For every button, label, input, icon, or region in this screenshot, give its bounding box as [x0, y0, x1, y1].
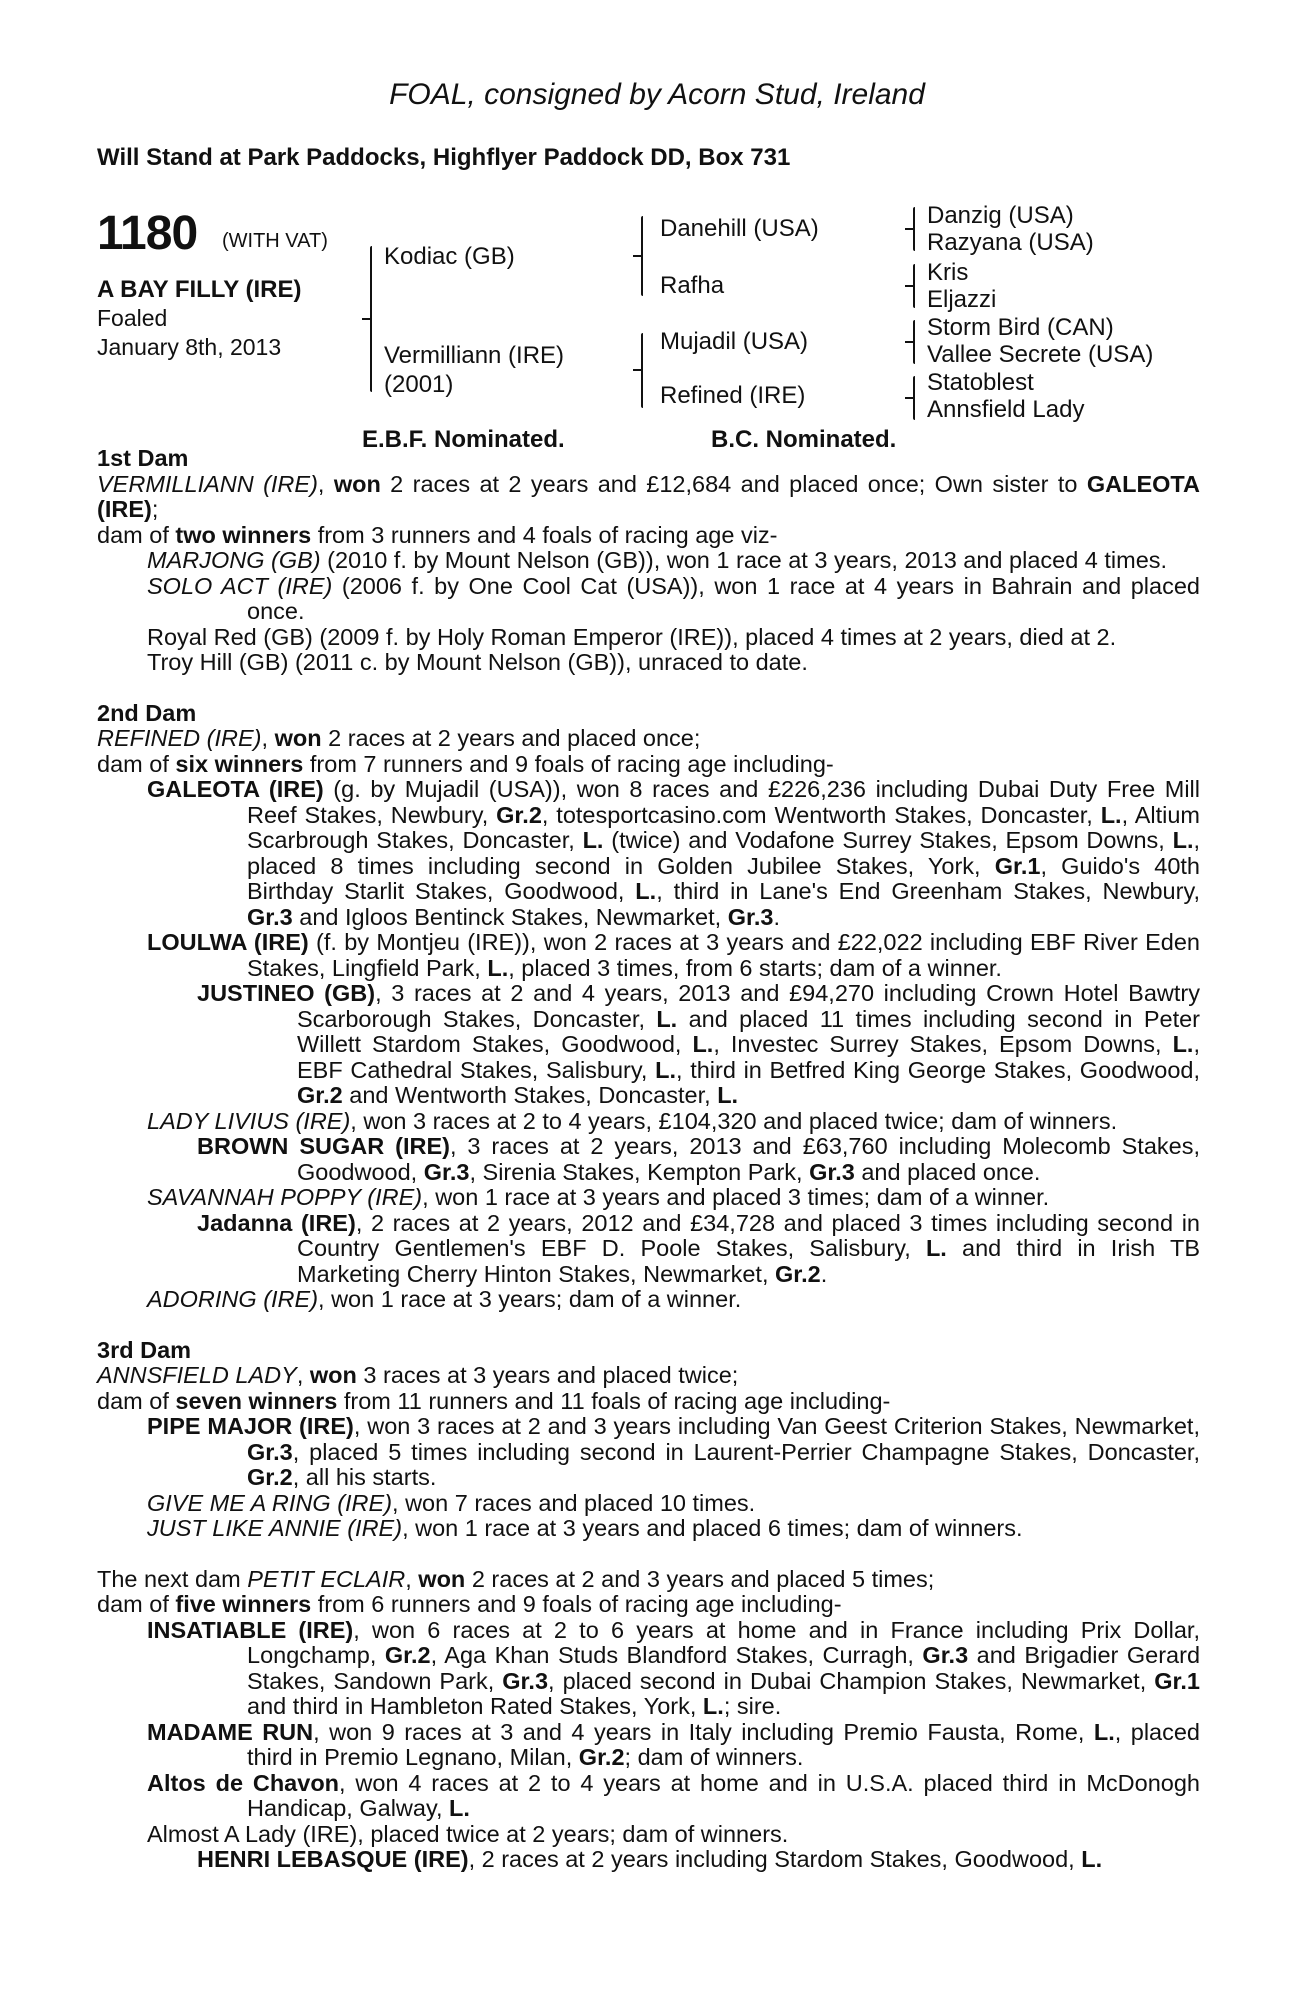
produce-entry: GALEOTA (IRE) (g. by Mujadil (USA)), won 8 races and £226,236 including Dubai Duty Free Mill Reef Stakes, Newbury, Gr.2, totesportcasino.com Wentworth Stakes, Doncaster, L., Altium Scarbrough Stakes, Doncaster, L. (twice) and Vodafone Surrey Stakes, Epsom Downs, L., placed 8 times including second in Golden Jubilee Stakes, York, Gr.1, Guido's 40th Birthday Starlit Stakes, Goodwood, L., third in Lane's End Greenham Stakes, Newbury, Gr.3 and Igloos Bentinck Stakes, Newmarket, Gr.3.: [147, 776, 1201, 930]
second-dam-heading: 2nd Dam: [97, 699, 197, 726]
third-dam-produce-line: dam of seven winners from 11 runners and 11 foals of racing age including-: [97, 1387, 891, 1414]
second-dam-line: REFINED (IRE), won 2 races at 2 years and placed once;: [97, 725, 701, 751]
pedigree-sire-dam: Rafha: [660, 272, 725, 299]
third-dam-line: ANNSFIELD LADY, won 3 races at 3 years and placed twice;: [97, 1362, 739, 1388]
pedigree-g7: Statoblest: [927, 369, 1034, 396]
next-dam-line: The next dam PETIT ECLAIR, won 2 races at 2 and 3 years and placed 5 times;: [97, 1565, 935, 1592]
pedigree-g8: Annsfield Lady: [927, 396, 1085, 423]
produce-entry: INSATIABLE (IRE), won 6 races at 2 to 6 years at home and in France including Prix Dollar, Longchamp, Gr.2, Aga Khan Studs Blandford Stakes, Curragh, Gr.3 and Brigadier Gerard Stakes, Sandown Park, Gr.3, placed second in Dubai Champion Stakes, Newmarket, Gr.1 and third in Hambleton Rated Stakes, York, L.; sire.: [147, 1616, 1201, 1719]
lot-number: 1180: [97, 207, 198, 260]
produce-entry: Royal Red (GB) (2009 f. by Holy Roman Emperor (IRE)), placed 4 times at 2 years, died at 2.: [147, 623, 1117, 650]
first-dam-line: VERMILLIANN (IRE), won 2 races at 2 years and £12,684 and placed once; Own sister to GALEOTA (IRE);: [97, 470, 1200, 522]
produce-entry: Troy Hill (GB) (2011 c. by Mount Nelson (GB)), unraced to date.: [147, 649, 808, 675]
pedigree-bracket-3d: [913, 376, 915, 420]
second-dam-produce-line: dam of six winners from 7 runners and 9 foals of racing age including-: [97, 750, 834, 777]
pedigree-dam: Vermilliann (IRE): [384, 342, 565, 369]
produce-entry: LADY LIVIUS (IRE), won 3 races at 2 to 4 years, £104,320 and placed twice; dam of winners.: [147, 1107, 1118, 1134]
produce-entry: GIVE ME A RING (IRE), won 7 races and placed 10 times.: [147, 1489, 756, 1516]
pedigree-g2: Razyana (USA): [927, 229, 1094, 256]
pedigree-dam-year: (2001): [384, 371, 454, 398]
foaled-label: Foaled: [97, 305, 168, 331]
pedigree-g4: Eljazzi: [927, 286, 997, 313]
pedigree-bracket-2b: [641, 333, 643, 408]
produce-entry: Almost A Lady (IRE), placed twice at 2 years; dam of winners.: [147, 1820, 789, 1847]
produce-entry: Jadanna (IRE), 2 races at 2 years, 2012 and £34,728 and placed 3 times including second in Country Gentlemen's EBF D. Poole Stakes, Salisbury, L. and third in Irish TB Marketing Cherry Hinton Stakes, Newmarket, Gr.2.: [197, 1209, 1201, 1287]
pedigree-g1: Danzig (USA): [927, 202, 1074, 229]
pedigree-bracket-1: [370, 246, 372, 392]
produce-entry: BROWN SUGAR (IRE), 3 races at 2 years, 2013 and £63,760 including Molecomb Stakes, Goodwood, Gr.3, Sirenia Stakes, Kempton Park, Gr.3 and placed once.: [197, 1133, 1200, 1185]
pedigree-g5: Storm Bird (CAN): [927, 314, 1114, 341]
produce-entry: HENRI LEBASQUE (IRE), 2 races at 2 years including Stardom Stakes, Goodwood, L.: [197, 1846, 1103, 1872]
pedigree-g6: Vallee Secrete (USA): [927, 341, 1154, 368]
produce-entry: MADAME RUN, won 9 races at 3 and 4 years in Italy including Premio Fausta, Rome, L., placed third in Premio Legnano, Milan, Gr.2; dam of winners.: [147, 1718, 1200, 1770]
pedigree-sire-sire: Danehill (USA): [660, 215, 819, 242]
catalogue-heading: FOAL, consigned by Acorn Stud, Ireland: [389, 78, 925, 111]
produce-entry: MARJONG (GB) (2010 f. by Mount Nelson (GB)), won 1 race at 3 years, 2013 and placed 4 times.: [147, 547, 1168, 573]
pedigree-g3: Kris: [927, 259, 969, 286]
produce-entry: JUSTINEO (GB), 3 races at 2 and 4 years, 2013 and £94,270 including Crown Hotel Bawtry Scarborough Stakes, Doncaster, L. and placed 11 times including second in Peter Willett Stardom Stakes, Goodwood, L., Investec Surrey Stakes, Epsom Downs, L., EBF Cathedral Stakes, Salisbury, L., third in Betfred King George Stakes, Goodwood, Gr.2 and Wentworth Stakes, Doncaster, L.: [197, 980, 1201, 1108]
produce-entry: PIPE MAJOR (IRE), won 3 races at 2 and 3 years including Van Geest Criterion Stakes, Newmarket, Gr.3, placed 5 times including second in Laurent-Perrier Champagne Stakes, Doncaster, Gr.2, all his starts.: [147, 1413, 1200, 1490]
produce-entry: SAVANNAH POPPY (IRE), won 1 race at 3 years and placed 3 times; dam of a winner.: [147, 1184, 1050, 1210]
first-dam-produce-line: dam of two winners from 3 runners and 4 foals of racing age viz-: [97, 521, 778, 548]
third-dam-heading: 3rd Dam: [97, 1336, 192, 1363]
pedigree-sire: Kodiac (GB): [384, 243, 515, 270]
horse-name: A BAY FILLY (IRE): [97, 276, 302, 303]
pedigree-bracket-3b: [913, 264, 915, 308]
pedigree-bracket-3a: [913, 207, 915, 251]
produce-entry: JUST LIKE ANNIE (IRE), won 1 race at 3 years and placed 6 times; dam of winners.: [147, 1515, 1023, 1541]
standing-location: Will Stand at Park Paddocks, Highflyer Paddock DD, Box 731: [97, 144, 791, 171]
ebf-nomination: E.B.F. Nominated.: [362, 426, 565, 453]
produce-entry: SOLO ACT (IRE) (2006 f. by One Cool Cat (USA)), won 1 race at 4 years in Bahrain and placed once.: [147, 572, 1200, 624]
pedigree-bracket-2a: [641, 216, 643, 296]
bc-nomination: B.C. Nominated.: [711, 426, 897, 453]
vat-note: (WITH VAT): [222, 230, 328, 252]
pedigree-dam-sire: Mujadil (USA): [660, 328, 809, 355]
foaled-date: January 8th, 2013: [97, 334, 282, 360]
next-dam-produce-line: dam of five winners from 6 runners and 9 foals of racing age including-: [97, 1591, 842, 1617]
pedigree-dam-dam: Refined (IRE): [660, 382, 806, 409]
pedigree-notes: [97, 446, 1200, 1873]
produce-entry: Altos de Chavon, won 4 races at 2 to 4 years at home and in U.S.A. placed third in McDonogh Handicap, Galway, L.: [147, 1769, 1200, 1821]
produce-entry: ADORING (IRE), won 1 race at 3 years; dam of a winner.: [147, 1286, 742, 1312]
first-dam-heading: 1st Dam: [97, 445, 189, 471]
pedigree-bracket-3c: [913, 320, 915, 364]
produce-entry: LOULWA (IRE) (f. by Montjeu (IRE)), won 2 races at 3 years and £22,022 including EBF River Eden Stakes, Lingfield Park, L., placed 3 times, from 6 starts; dam of a winner.: [147, 929, 1200, 981]
